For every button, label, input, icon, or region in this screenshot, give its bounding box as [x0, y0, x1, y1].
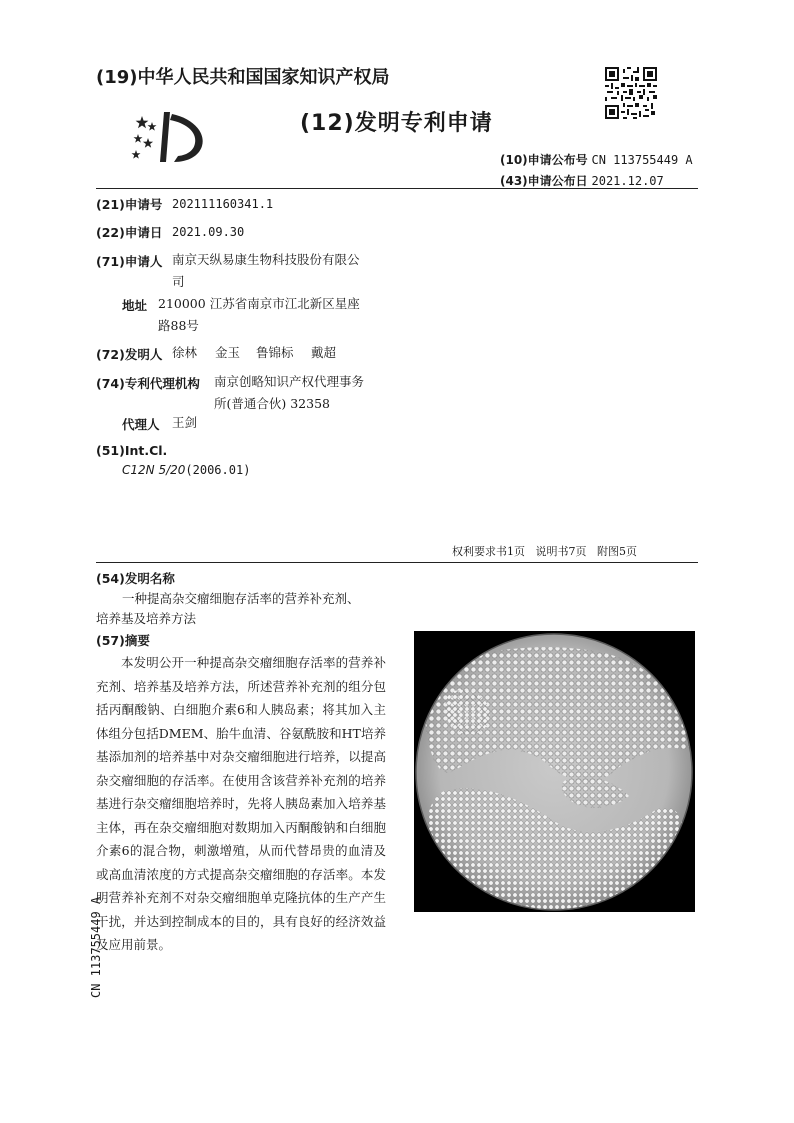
side-publication-number: CN 113755449 A	[89, 896, 103, 998]
publication-date-value: 2021.12.07	[591, 174, 664, 188]
application-date-label: (22)申请日	[96, 225, 163, 240]
office-name: (19)中华人民共和国国家知识产权局	[96, 67, 390, 88]
ipc-label: (51)Int.Cl.	[96, 443, 168, 458]
patent-agency-line1: 南京创略知识产权代理事务	[214, 374, 365, 389]
inventor-name: 戴超	[311, 345, 337, 360]
publication-date-label: (43)申请公布日	[500, 174, 588, 188]
application-number-value: 202111160341.1	[172, 197, 274, 211]
inventor-name: 金玉	[215, 345, 241, 360]
inventors-label: (72)发明人	[96, 347, 163, 362]
invention-title-line2: 培养基及培养方法	[96, 611, 197, 626]
application-date-value: 2021.09.30	[172, 225, 245, 239]
cnipa-emblem-icon	[130, 108, 208, 166]
header-divider	[96, 188, 698, 189]
applicant-name-line1: 南京天纵易康生物科技股份有限公	[172, 252, 360, 267]
publication-number-value: CN 113755449 A	[591, 153, 693, 167]
inventor-name: 鲁锦标	[256, 345, 294, 360]
agent-label: 代理人	[122, 417, 160, 432]
qr-code-icon	[605, 67, 657, 119]
applicant-label: (71)申请人	[96, 254, 163, 269]
ipc-year: (2006.01)	[185, 463, 251, 477]
hybridoma-cell-micrograph	[414, 631, 695, 912]
document-type-title: (12)发明专利申请	[300, 111, 493, 136]
agent-name: 王剑	[172, 415, 198, 430]
invention-title-label: (54)发明名称	[96, 571, 175, 586]
address-label: 地址	[122, 298, 148, 313]
page-count-summary: 权利要求书1页 说明书7页 附图5页	[452, 545, 637, 558]
publication-number-row	[500, 151, 693, 168]
address-line2: 路88号	[158, 318, 199, 333]
abstract-text: 本发明公开一种提高杂交瘤细胞存活率的营养补充剂、培养基及培养方法，所述营养补充剂的组分包括丙酮酸钠、白细胞介素6和人胰岛素；将其加入主体组分包括DMEM、胎牛血清、谷氨酰胺和HT培养基添加剂的培养基中对杂交瘤细胞进行培养，以提高杂交瘤细胞的存活率。在使用含该营养补充剂的培养基进行杂交瘤细胞培养时，先将人胰岛素加入培养基主体，再在杂交瘤细胞对数期加入丙酮酸钠和白细胞介素6的混合物，刺激增殖，从而代替昂贵的血清及或高血清浓度的方式提高杂交瘤细胞的存活率。本发明营养补充剂不对杂交瘤细胞单克隆抗体的生产产生干扰，并达到控制成本的目的，具有良好的经济效益及应用前景。	[96, 655, 386, 952]
patent-agency-label: (74)专利代理机构	[96, 376, 200, 391]
inventor-name: 徐林	[172, 345, 198, 360]
invention-title-line1: 一种提高杂交瘤细胞存活率的营养补充剂、	[122, 591, 360, 606]
abstract-label: (57)摘要	[96, 633, 150, 648]
publication-number-label: (10)申请公布号	[500, 153, 588, 167]
ipc-classification	[122, 459, 250, 481]
address-line1: 210000 江苏省南京市江北新区星座	[158, 296, 360, 311]
section-divider	[96, 562, 698, 563]
applicant-name-line2: 司	[172, 274, 185, 289]
ipc-code: C12N 5/20	[122, 463, 186, 477]
application-number-label: (21)申请号	[96, 197, 163, 212]
patent-agency-line2: 所(普通合伙) 32358	[214, 396, 330, 411]
publication-date-row	[500, 172, 664, 189]
